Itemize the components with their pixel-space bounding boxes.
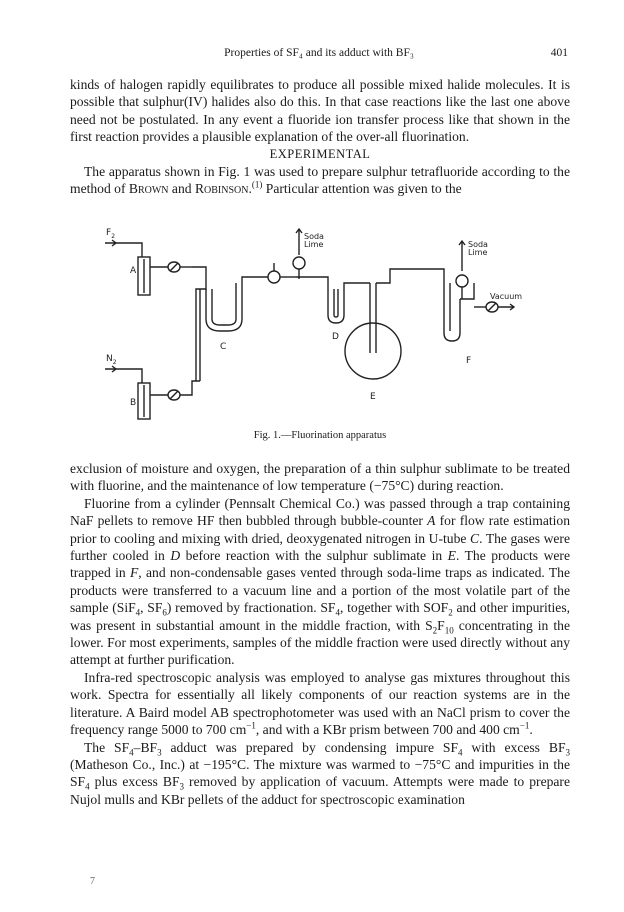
- paragraph-fluorine: Fluorine from a cylinder (Pennsalt Chemical Co.) was passed through a trap containing NaF pellets to remove HF then bubbled through bubble-counter A for flow rate estimation prior to cooling and mixing with dried, deoxygenated nitrogen in U-tube C. The gases were further cooled in D before reaction with the sulphur sublimate in E. The products were trapped in F, and non-condensable gases vented through soda-lime traps as indicated. The products were transferred to a vacuum line and a portion of the most volatile part of the sample (SiF$_4$, $SF_6$) removed by fractionation. $SF_4$, together with $SOF_2$ and other impurities, was present in substantial amount in the middle fraction, with $S_2F_{10}$ concentrating in the lower. For most experiments, samples of the middle fraction were used directly without any attempt at further purification.: [70, 495, 571, 668]
- paragraph-exclusion: exclusion of moisture and oxygen, the preparation of a thin sulphur sublimate to be treated with fluorine, and the maintenance of low temperature (−75°C) during reaction.: [70, 461, 570, 494]
- figure-caption: Fig. 1.—Fluorination apparatus: [253, 430, 387, 441]
- reactor-e: [345, 323, 401, 379]
- label-b: B: [130, 398, 137, 408]
- fluorination-apparatus-diagram: [70, 223, 570, 423]
- f2-line: [116, 243, 142, 257]
- trap-f: [444, 283, 460, 341]
- page-number: 401: [550, 47, 568, 59]
- label-n2: $N_2$: [106, 354, 117, 366]
- upper-text-block: [70, 76, 570, 198]
- label-soda-lime-1: Soda: [304, 232, 324, 241]
- label-vacuum: Vacuum: [490, 292, 523, 301]
- footer-mark: 7: [90, 876, 95, 887]
- label-soda-lime-3: Soda: [468, 240, 488, 249]
- label-soda-lime-4: Lime: [468, 248, 488, 257]
- trap-d: [328, 283, 370, 323]
- u-tube-c: [206, 289, 242, 331]
- vacuum-arrow: [498, 304, 514, 310]
- stopcock-soda-1: [293, 257, 305, 269]
- section-heading: EXPERIMENTAL: [269, 146, 371, 161]
- lower-text-block: [70, 460, 570, 808]
- paragraph-apparatus: The apparatus shown in Fig. 1 was used to prepare sulphur tetrafluoride according to the method of Brown and Robinson.$^{(1)}$ Particular attention was given to the: [70, 164, 570, 197]
- n2-arrow: [105, 366, 116, 372]
- reference-marker: (1): [251, 179, 263, 190]
- label-f2: $F_2$: [106, 228, 116, 240]
- n2-line: [116, 369, 142, 383]
- paragraph-continuation: kinds of halogen rapidly equilibrates to produce all possible mixed halide molecules. It is possible that sulphur(IV) halides also do this. In that case reactions like the last one above need not be postulated. In any event a fluoride ion transfer process like that shown in the first reaction provides a plausible explanation of the over-all fluorination.: [70, 77, 570, 145]
- stopcock-center: [268, 271, 280, 283]
- label-a: A: [130, 266, 137, 276]
- author-robinson: Robinson.: [194, 181, 252, 197]
- f2-arrow: [105, 240, 116, 246]
- label-e: E: [370, 392, 376, 402]
- soda-arrow-1: [296, 229, 302, 245]
- paragraph-infrared: Infra-red spectroscopic analysis was employed to analyse gas mixtures throughout this work. Spectra for essentially all likely components of our reaction systems are in the literature. A Baird model AB spectrophotometer was used with an NaCl prism to cover the frequency range 5000 to 700 $cm^{-1}$, and with a KBr prism between 700 and 400 $cm^{-1}$.: [70, 669, 570, 738]
- soda-arrow-2: [459, 241, 465, 257]
- label-c: C: [220, 342, 227, 352]
- running-title: Properties of SF₄ and its adduct with BF₃: [224, 47, 414, 59]
- label-d: D: [332, 332, 339, 342]
- label-f: F: [466, 356, 472, 366]
- running-header: [70, 47, 568, 63]
- author-brown: Brown: [128, 181, 169, 197]
- paragraph-adduct: The $SF_4-BF_3$ adduct was prepared by condensing impure $SF_4$ with excess $BF_3$ (Matheson Co., Inc.) at −195°C. The mixture was warmed to −75°C and impurities in the $SF_4$ plus excess $BF_3$ removed by application of vacuum. Attempts were made to prepare Nujol mulls and KBr pellets of the adduct for spectroscopic examination: [70, 739, 571, 807]
- main-line: [192, 267, 206, 381]
- stopcock-soda-2: [456, 275, 468, 287]
- label-soda-lime-2: Lime: [304, 240, 324, 249]
